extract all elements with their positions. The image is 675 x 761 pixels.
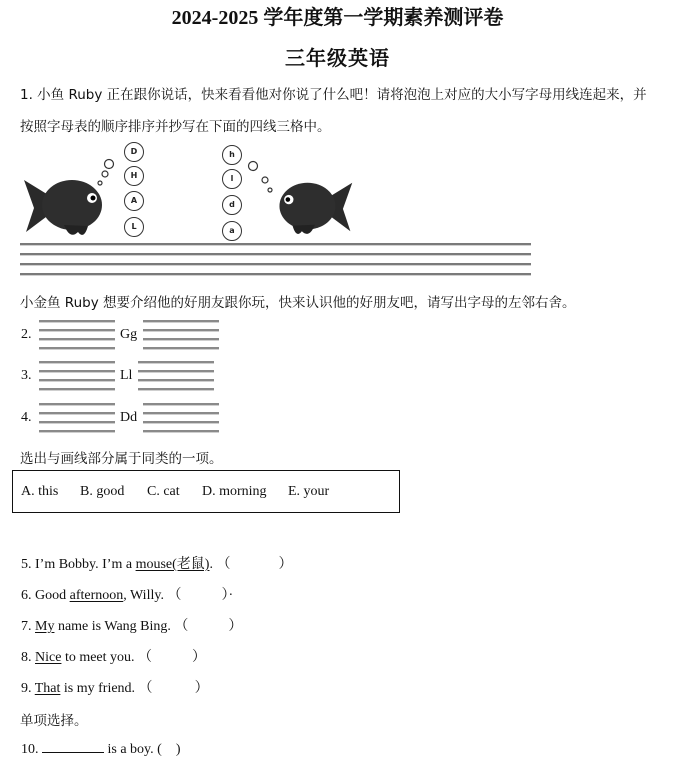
- question-5: [21, 553, 292, 573]
- letter-bubble-H[interactable]: H: [124, 166, 144, 186]
- question-6: [21, 584, 233, 604]
- section1-instruction-line1: 1. 小鱼 Ruby 正在跟你说话，快来看看他对你说了什么吧！请将泡泡上对应的大小写字母用线连起来，并: [20, 87, 647, 103]
- question-9-underlined: That: [34, 681, 61, 696]
- question-5-open-paren: . （: [209, 557, 231, 572]
- item-3-number: 3.: [21, 368, 32, 383]
- section2-instruction: 小金鱼 Ruby 想要介绍他的好朋友跟你玩，快来认识他的好朋友吧，请写出字母的左邻右舍。: [20, 295, 576, 311]
- right-fish-icon: [272, 172, 356, 242]
- page-title: 2024-2025 学年度第一学期素养测评卷: [171, 7, 504, 29]
- question-8-underlined: Nice: [35, 650, 62, 665]
- question-10-close-paren: ): [175, 742, 181, 757]
- question-8-open-paren: to meet you. （: [61, 650, 153, 665]
- item-4-number: 4.: [21, 410, 32, 425]
- question-7: [21, 615, 242, 635]
- item-3-left-grid[interactable]: [39, 361, 115, 397]
- question-9-text: 9.: [21, 681, 35, 696]
- question-7-underlined: My: [35, 619, 55, 634]
- question-10-number: 10.: [21, 742, 39, 757]
- option-a: A. this: [21, 484, 59, 499]
- question-10-fill-blank[interactable]: [42, 740, 104, 753]
- left-air-bubbles-icon: [95, 158, 115, 188]
- option-d: D. morning: [202, 484, 267, 499]
- question-9: [21, 677, 209, 697]
- right-air-bubbles-icon: [245, 160, 275, 196]
- letter-bubble-h[interactable]: h: [222, 145, 242, 165]
- item-2-left-grid[interactable]: [39, 320, 115, 356]
- question-8: [21, 646, 206, 666]
- item-4-letter: Dd: [120, 410, 138, 425]
- letter-bubble-D[interactable]: D: [124, 142, 144, 162]
- question-6-underlined: afternoon: [69, 588, 124, 603]
- question-5-text: 5. I’m Bobby. I’m a: [21, 557, 136, 572]
- question-10-text: is a boy. (: [104, 742, 162, 757]
- question-8-close-paren: ）: [192, 650, 207, 665]
- four-line-writing-grid[interactable]: [20, 243, 531, 283]
- question-9-close-paren: ）: [194, 681, 209, 696]
- option-c: C. cat: [147, 484, 180, 499]
- question-6-open-paren: , Willy. （: [123, 588, 182, 603]
- item-4-right-grid[interactable]: [143, 403, 219, 439]
- option-b: B. good: [80, 484, 125, 499]
- question-8-text: 8.: [21, 650, 35, 665]
- letter-bubble-l[interactable]: l: [222, 169, 242, 189]
- option-e: E. your: [288, 484, 330, 499]
- section4-instruction: 单项选择。: [20, 713, 88, 729]
- letter-bubble-L[interactable]: L: [124, 217, 144, 237]
- letter-bubble-d[interactable]: d: [222, 195, 242, 215]
- item-3-right-grid[interactable]: [138, 361, 214, 397]
- item-2-number: 2.: [21, 327, 32, 342]
- question-9-open-paren: is my friend. （: [60, 681, 153, 696]
- question-5-underlined: mouse(老鼠): [135, 557, 210, 572]
- page-subtitle: 三年级英语: [285, 46, 390, 70]
- item-4-left-grid[interactable]: [39, 403, 115, 439]
- item-2-letter: Gg: [120, 327, 138, 342]
- question-7-close-paren: ）: [228, 619, 243, 634]
- item-2-right-grid[interactable]: [143, 320, 219, 356]
- question-6-close-paren: ）·: [221, 588, 234, 603]
- question-10: [21, 740, 180, 758]
- letter-bubble-A[interactable]: A: [124, 191, 144, 211]
- section3-instruction: 选出与画线部分属于同类的一项。: [20, 451, 223, 467]
- item-3-letter: Ll: [120, 368, 133, 383]
- question-7-open-paren: name is Wang Bing. （: [54, 619, 189, 634]
- letter-bubble-a[interactable]: a: [222, 221, 242, 241]
- question-7-text: 7.: [21, 619, 35, 634]
- question-5-close-paren: ）: [278, 557, 293, 572]
- question-6-text: 6. Good: [21, 588, 70, 603]
- section1-instruction-line2: 按照字母表的顺序排序并抄写在下面的四线三格中。: [20, 119, 331, 135]
